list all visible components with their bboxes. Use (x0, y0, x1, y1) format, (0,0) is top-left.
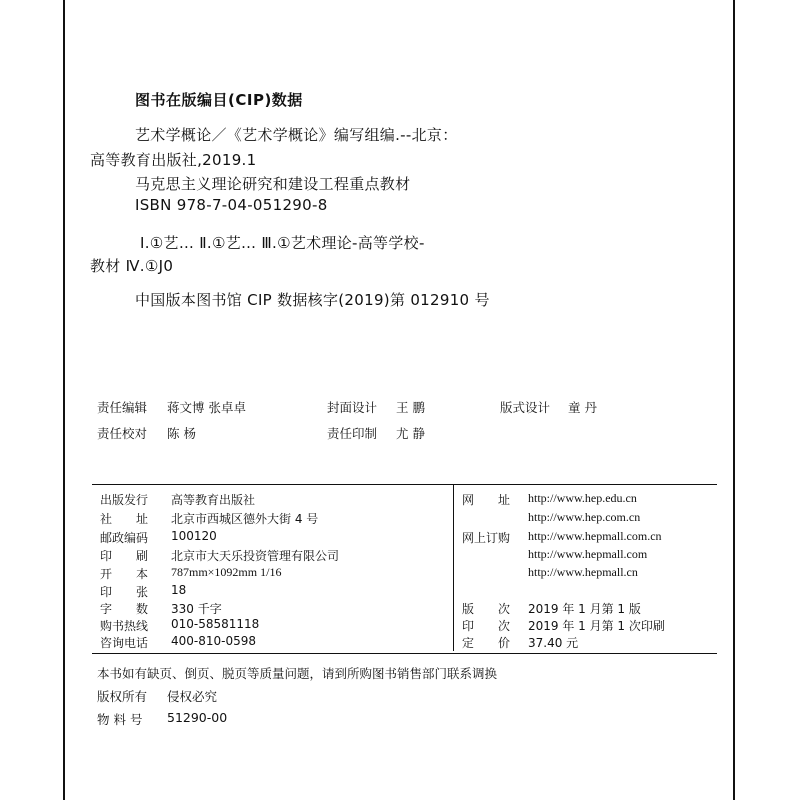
pub-left-row: 印 张 (100, 585, 149, 599)
cip-line-isbn: ISBN 978-7-04-051290-8 (135, 196, 328, 214)
pub-left-value: 18 (171, 583, 187, 597)
rights-value: 侵权必究 (167, 689, 218, 704)
pub-left-value: 010-58581118 (171, 617, 260, 631)
material-number-label: 物 料 号 (97, 712, 143, 727)
pub-left-value: 787mm×1092mm 1/16 (171, 565, 282, 579)
order-link[interactable]: http://www.hepmall.cn (528, 565, 638, 579)
pub-left-row: 印 刷 (100, 549, 149, 563)
order-link[interactable]: http://www.hepmall.com.cn (528, 529, 662, 543)
pub-right-label: 印 次 (462, 619, 511, 633)
pub-left-value: 100120 (171, 529, 217, 543)
pub-left-value: 北京市西城区德外大街 4 号 (171, 512, 319, 526)
proofreader-label: 责任校对 (97, 426, 148, 441)
pub-right-label: 版 次 (462, 602, 511, 616)
pub-left-row: 邮政编码 (100, 531, 149, 545)
divider-vertical (453, 484, 454, 651)
pub-left-value: 高等教育出版社 (171, 493, 256, 507)
pub-left-row: 咨询电话 (100, 636, 149, 650)
cip-line-classification: Ⅰ.①艺… Ⅱ.①艺… Ⅲ.①艺术理论-高等学校- (140, 234, 425, 252)
quality-notice: 本书如有缺页、倒页、脱页等质量问题，请到所购图书销售部门联系调换 (97, 666, 498, 681)
proofreader-name: 陈 杨 (167, 426, 196, 441)
cover-design-label: 封面设计 (327, 400, 378, 415)
rights-label: 版权所有 (97, 689, 148, 704)
cip-line-title: 艺术学概论／《艺术学概论》编写组编.--北京： (135, 126, 458, 144)
pub-right-label: 网上订购 (462, 531, 511, 545)
order-link[interactable]: http://www.hepmall.com (528, 547, 648, 561)
website-link[interactable]: http://www.hep.com.cn (528, 510, 641, 524)
price-value: 37.40 元 (528, 636, 579, 650)
pub-left-value: 330 千字 (171, 602, 222, 616)
cip-line-classification-cont: 教材 Ⅳ.①J0 (90, 257, 174, 275)
divider-top (92, 484, 717, 485)
material-number-value: 51290-00 (167, 710, 228, 725)
cip-line-record-number: 中国版本图书馆 CIP 数据核字(2019)第 012910 号 (135, 291, 490, 309)
editor-names: 蒋文博 张卓卓 (167, 400, 246, 415)
website-link[interactable]: http://www.hep.edu.cn (528, 491, 637, 505)
pub-left-value: 北京市大天乐投资管理有限公司 (171, 549, 340, 563)
cover-design-name: 王 鹏 (396, 400, 425, 415)
divider-bottom (92, 653, 717, 654)
editor-label: 责任编辑 (97, 400, 148, 415)
print-manager-label: 责任印制 (327, 426, 378, 441)
pub-left-row: 社 址 (100, 512, 149, 526)
pub-left-row: 字 数 (100, 602, 149, 616)
pub-left-row: 出版发行 (100, 493, 149, 507)
cip-line-publisher: 高等教育出版社,2019.1 (90, 151, 257, 169)
layout-design-name: 童 丹 (568, 400, 597, 415)
print-manager-name: 尤 静 (396, 426, 425, 441)
pub-left-row: 开 本 (100, 567, 149, 581)
pub-right-label: 网 址 (462, 493, 511, 507)
layout-design-label: 版式设计 (500, 400, 551, 415)
printing-value: 2019 年 1 月第 1 次印刷 (528, 619, 665, 633)
edition-value: 2019 年 1 月第 1 版 (528, 602, 641, 616)
pub-left-row: 购书热线 (100, 619, 149, 633)
cip-line-series: 马克思主义理论研究和建设工程重点教材 (135, 175, 411, 193)
pub-left-value: 400-810-0598 (171, 634, 257, 648)
cip-heading: 图书在版编目(CIP)数据 (135, 91, 303, 109)
pub-right-label: 定 价 (462, 636, 511, 650)
